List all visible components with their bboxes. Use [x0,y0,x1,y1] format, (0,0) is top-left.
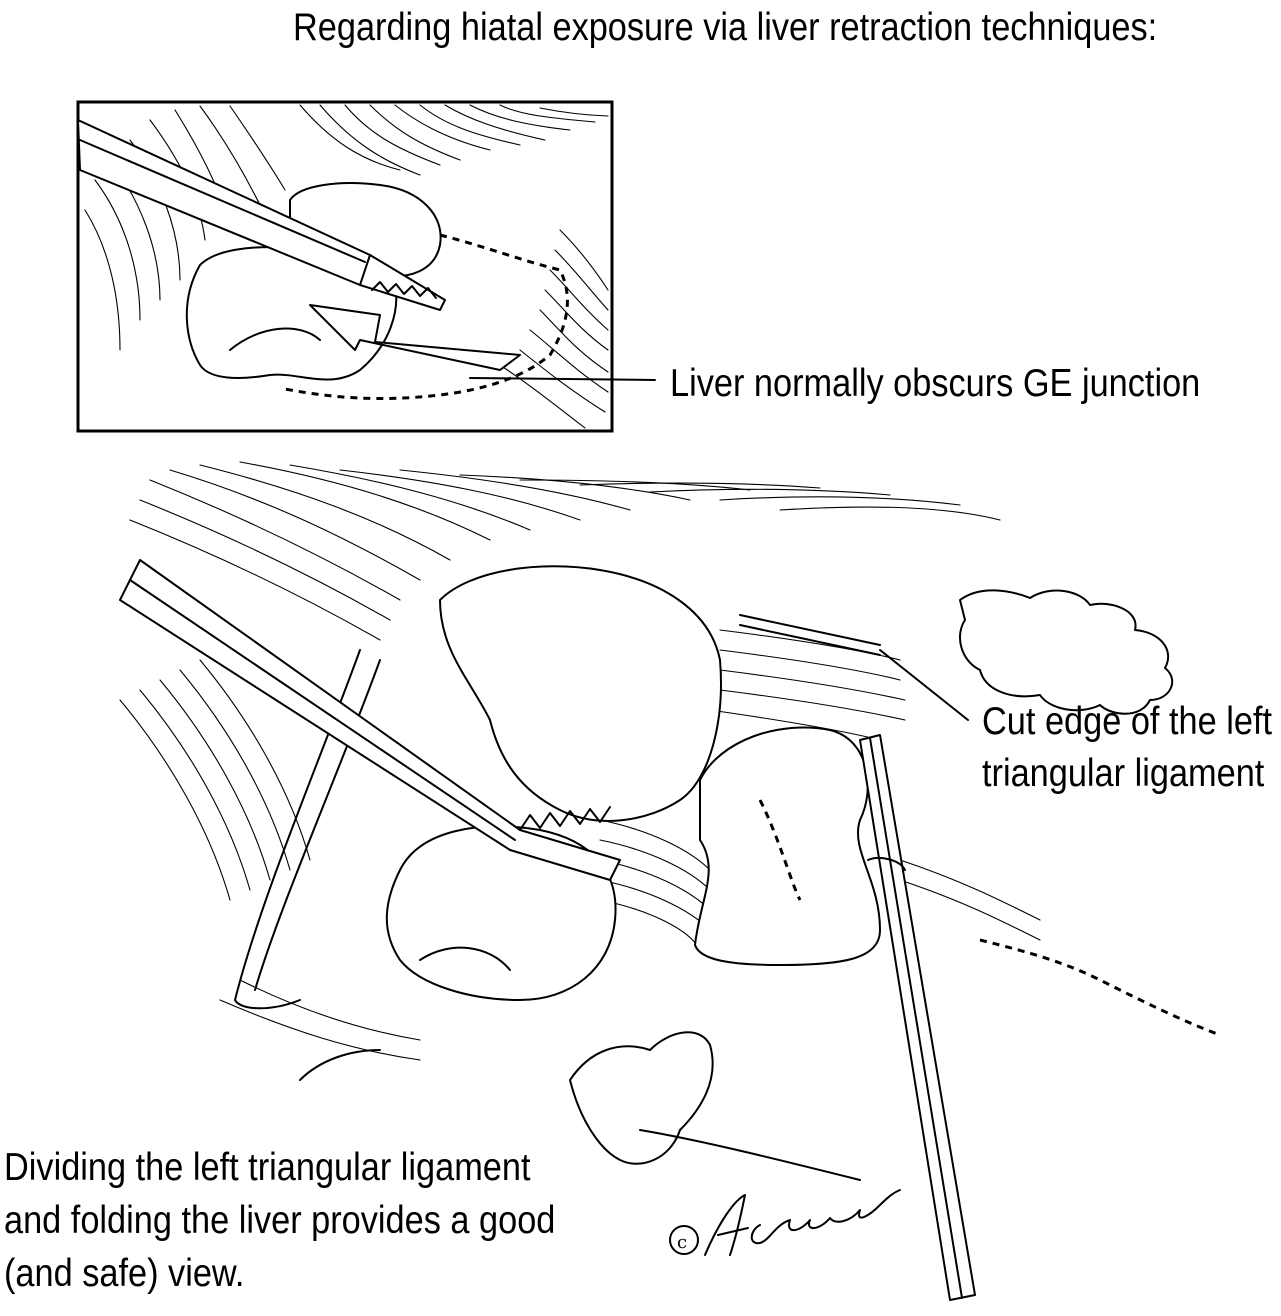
inset-panel [78,102,655,431]
svg-text:c: c [677,1232,688,1253]
caption-line2: and folding the liver provides a good [4,1199,556,1242]
caption-line3: (and safe) view. [4,1252,245,1295]
caption-line1: Dividing the left triangular ligament [4,1146,531,1189]
cut-edge-label-line2: triangular ligament [982,752,1265,795]
page-title: Regarding hiatal exposure via liver retraction techniques: [293,6,1158,49]
cut-edge-label-line1: Cut edge of the left [982,700,1273,743]
inset-callout-label: Liver normally obscurs GE junction [670,362,1201,405]
signature-mark [670,1190,900,1255]
